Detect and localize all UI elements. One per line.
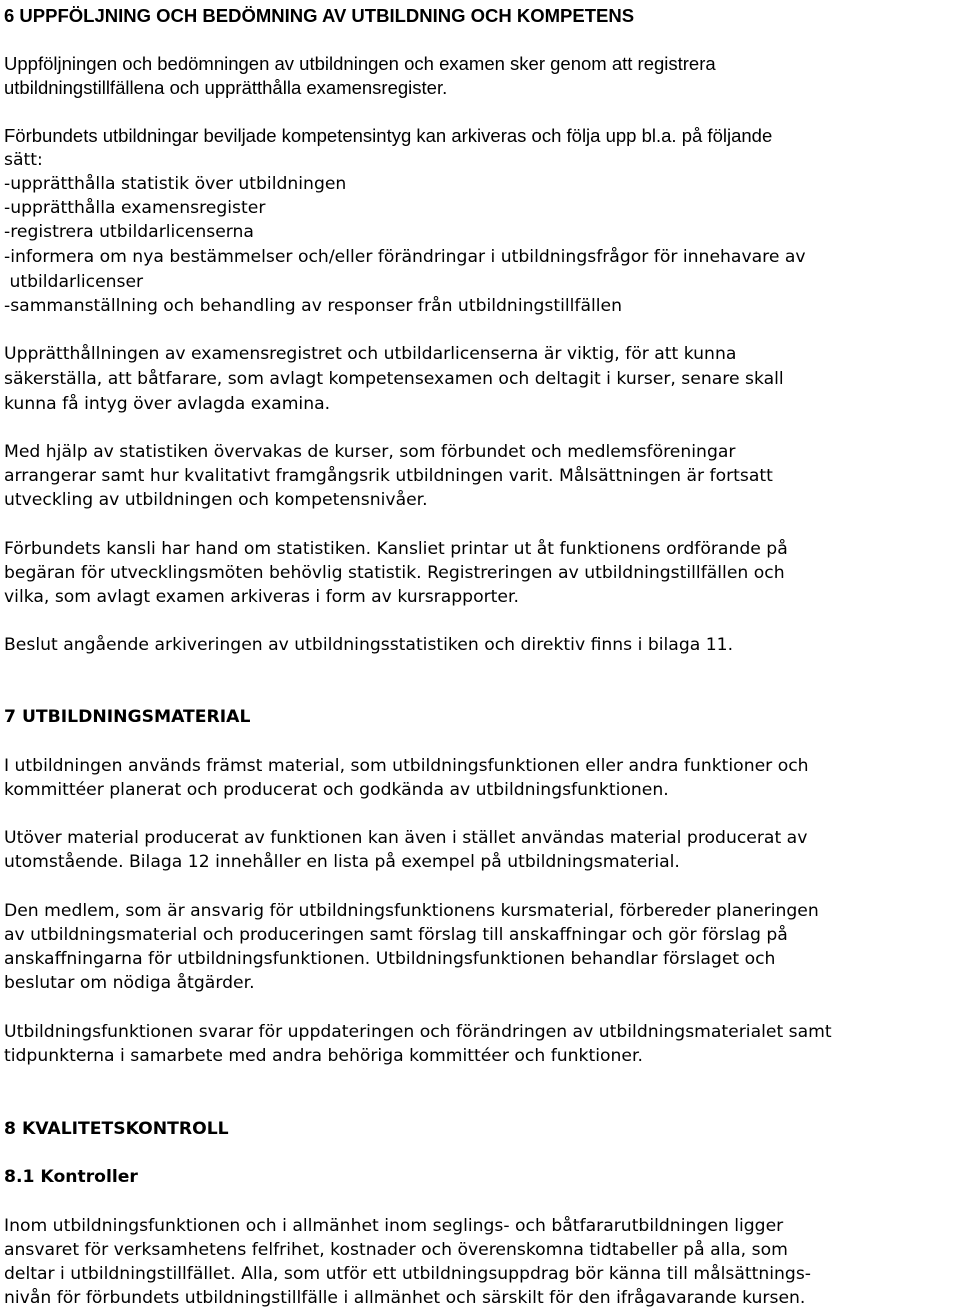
s7-para2-line-2: utomstående. Bilaga 12 innehåller en lista på exempel på utbildningsmaterial.	[4, 852, 680, 872]
list-line-3: -upprätthålla examensregister	[4, 198, 266, 218]
s7-para4-line-1: Utbildningsfunktionen svarar för uppdateringen och förändringen av utbildningsmaterialet samt	[4, 1022, 832, 1042]
intro-line-1: Uppföljningen och bedömningen av utbildningen och examen sker genom att registrera	[4, 53, 716, 74]
archive-line: Förbundets utbildningar beviljade kompetensintyg kan arkiveras och följa upp bl.a. på följande	[4, 125, 773, 146]
s7-para2-line-1: Utöver material producerat av funktionen kan även i stället användas material producerat av	[4, 828, 808, 848]
list-line-7: -sammanställning och behandling av responser från utbildningstillfällen	[4, 296, 623, 316]
section-8-1-subheading: 8.1 Kontroller	[4, 1167, 138, 1187]
s8-para1-line-4: nivån för förbundets utbildningstillfälle i allmänhet och särskilt för den ifrågavarande kursen.	[4, 1288, 806, 1308]
s7-para4-line-2: tidpunkterna i samarbete med andra behöriga kommittéer och funktioner.	[4, 1046, 643, 1066]
s8-para1-line-3: deltar i utbildningstillfället. Alla, som utför ett utbildningsuppdrag bör känna till målsättnings-	[4, 1264, 811, 1284]
list-line-1: sätt:	[4, 150, 43, 170]
list-line-2: -upprätthålla statistik över utbildningen	[4, 174, 347, 194]
section-8-heading: 8 KVALITETSKONTROLL	[4, 1119, 229, 1139]
s7-para3-line-4: beslutar om nödiga åtgärder.	[4, 973, 255, 993]
maintenance-line-1: Upprätthållningen av examensregistret och utbildarlicenserna är viktig, för att kunna	[4, 344, 737, 364]
section-7-heading: 7 UTBILDNINGSMATERIAL	[4, 707, 251, 727]
s7-para3-line-3: anskaffningarna för utbildningsfunktionen. Utbildningsfunktionen behandlar förslaget och	[4, 949, 776, 969]
s7-para3-line-1: Den medlem, som är ansvarig för utbildningsfunktionens kursmaterial, förbereder planeringen	[4, 901, 819, 921]
maintenance-line-2: säkerställa, att båtfarare, som avlagt kompetensexamen och deltagit i kurser, senare skall	[4, 369, 784, 389]
s8-para1-line-2: ansvaret för verksamhetens felfrihet, kostnader och överenskomna tidtabeller på alla, som	[4, 1240, 788, 1260]
decision-line: Beslut angående arkiveringen av utbildningsstatistiken och direktiv finns i bilaga 11.	[4, 635, 734, 655]
s7-para1-line-2: kommittéer planerat och producerat och godkända av utbildningsfunktionen.	[4, 780, 669, 800]
list-line-6: utbildarlicenser	[4, 272, 144, 292]
document-page	[4, 0, 956, 1312]
statistics-line-2: arrangerar samt hur kvalitativt framgångsrik utbildningen varit. Målsättningen är fortsatt	[4, 466, 773, 486]
intro-line-2: utbildningstillfällena och upprätthålla examensregister.	[4, 77, 448, 98]
s8-para1-line-1: Inom utbildningsfunktionen och i allmänhet inom seglings- och båtfararutbildningen ligger	[4, 1216, 784, 1236]
list-line-5: -informera om nya bestämmelser och/eller förändringar i utbildningsfrågor för innehavare av	[4, 247, 806, 267]
office-line-2: begäran för utvecklingsmöten behövlig statistik. Registreringen av utbildningstillfällen och	[4, 563, 785, 583]
statistics-line-3: utveckling av utbildningen och kompetensnivåer.	[4, 490, 428, 510]
office-line-1: Förbundets kansli har hand om statistiken. Kansliet printar ut åt funktionens ordförande på	[4, 539, 788, 559]
s7-para1-line-1: I utbildningen används främst material, som utbildningsfunktionen eller andra funktioner och	[4, 756, 809, 776]
statistics-line-1: Med hjälp av statistiken övervakas de kurser, som förbundet och medlemsföreningar	[4, 442, 736, 462]
office-line-3: vilka, som avlagt examen arkiveras i form av kursrapporter.	[4, 587, 519, 607]
section-6-heading: 6 UPPFÖLJNING OCH BEDÖMNING AV UTBILDNING OCH KOMPETENS	[4, 5, 635, 26]
list-line-4: -registrera utbildarlicenserna	[4, 222, 254, 242]
maintenance-line-3: kunna få intyg över avlagda examina.	[4, 394, 331, 414]
s7-para3-line-2: av utbildningsmaterial och produceringen samt förslag till anskaffningar och gör förslag på	[4, 925, 788, 945]
